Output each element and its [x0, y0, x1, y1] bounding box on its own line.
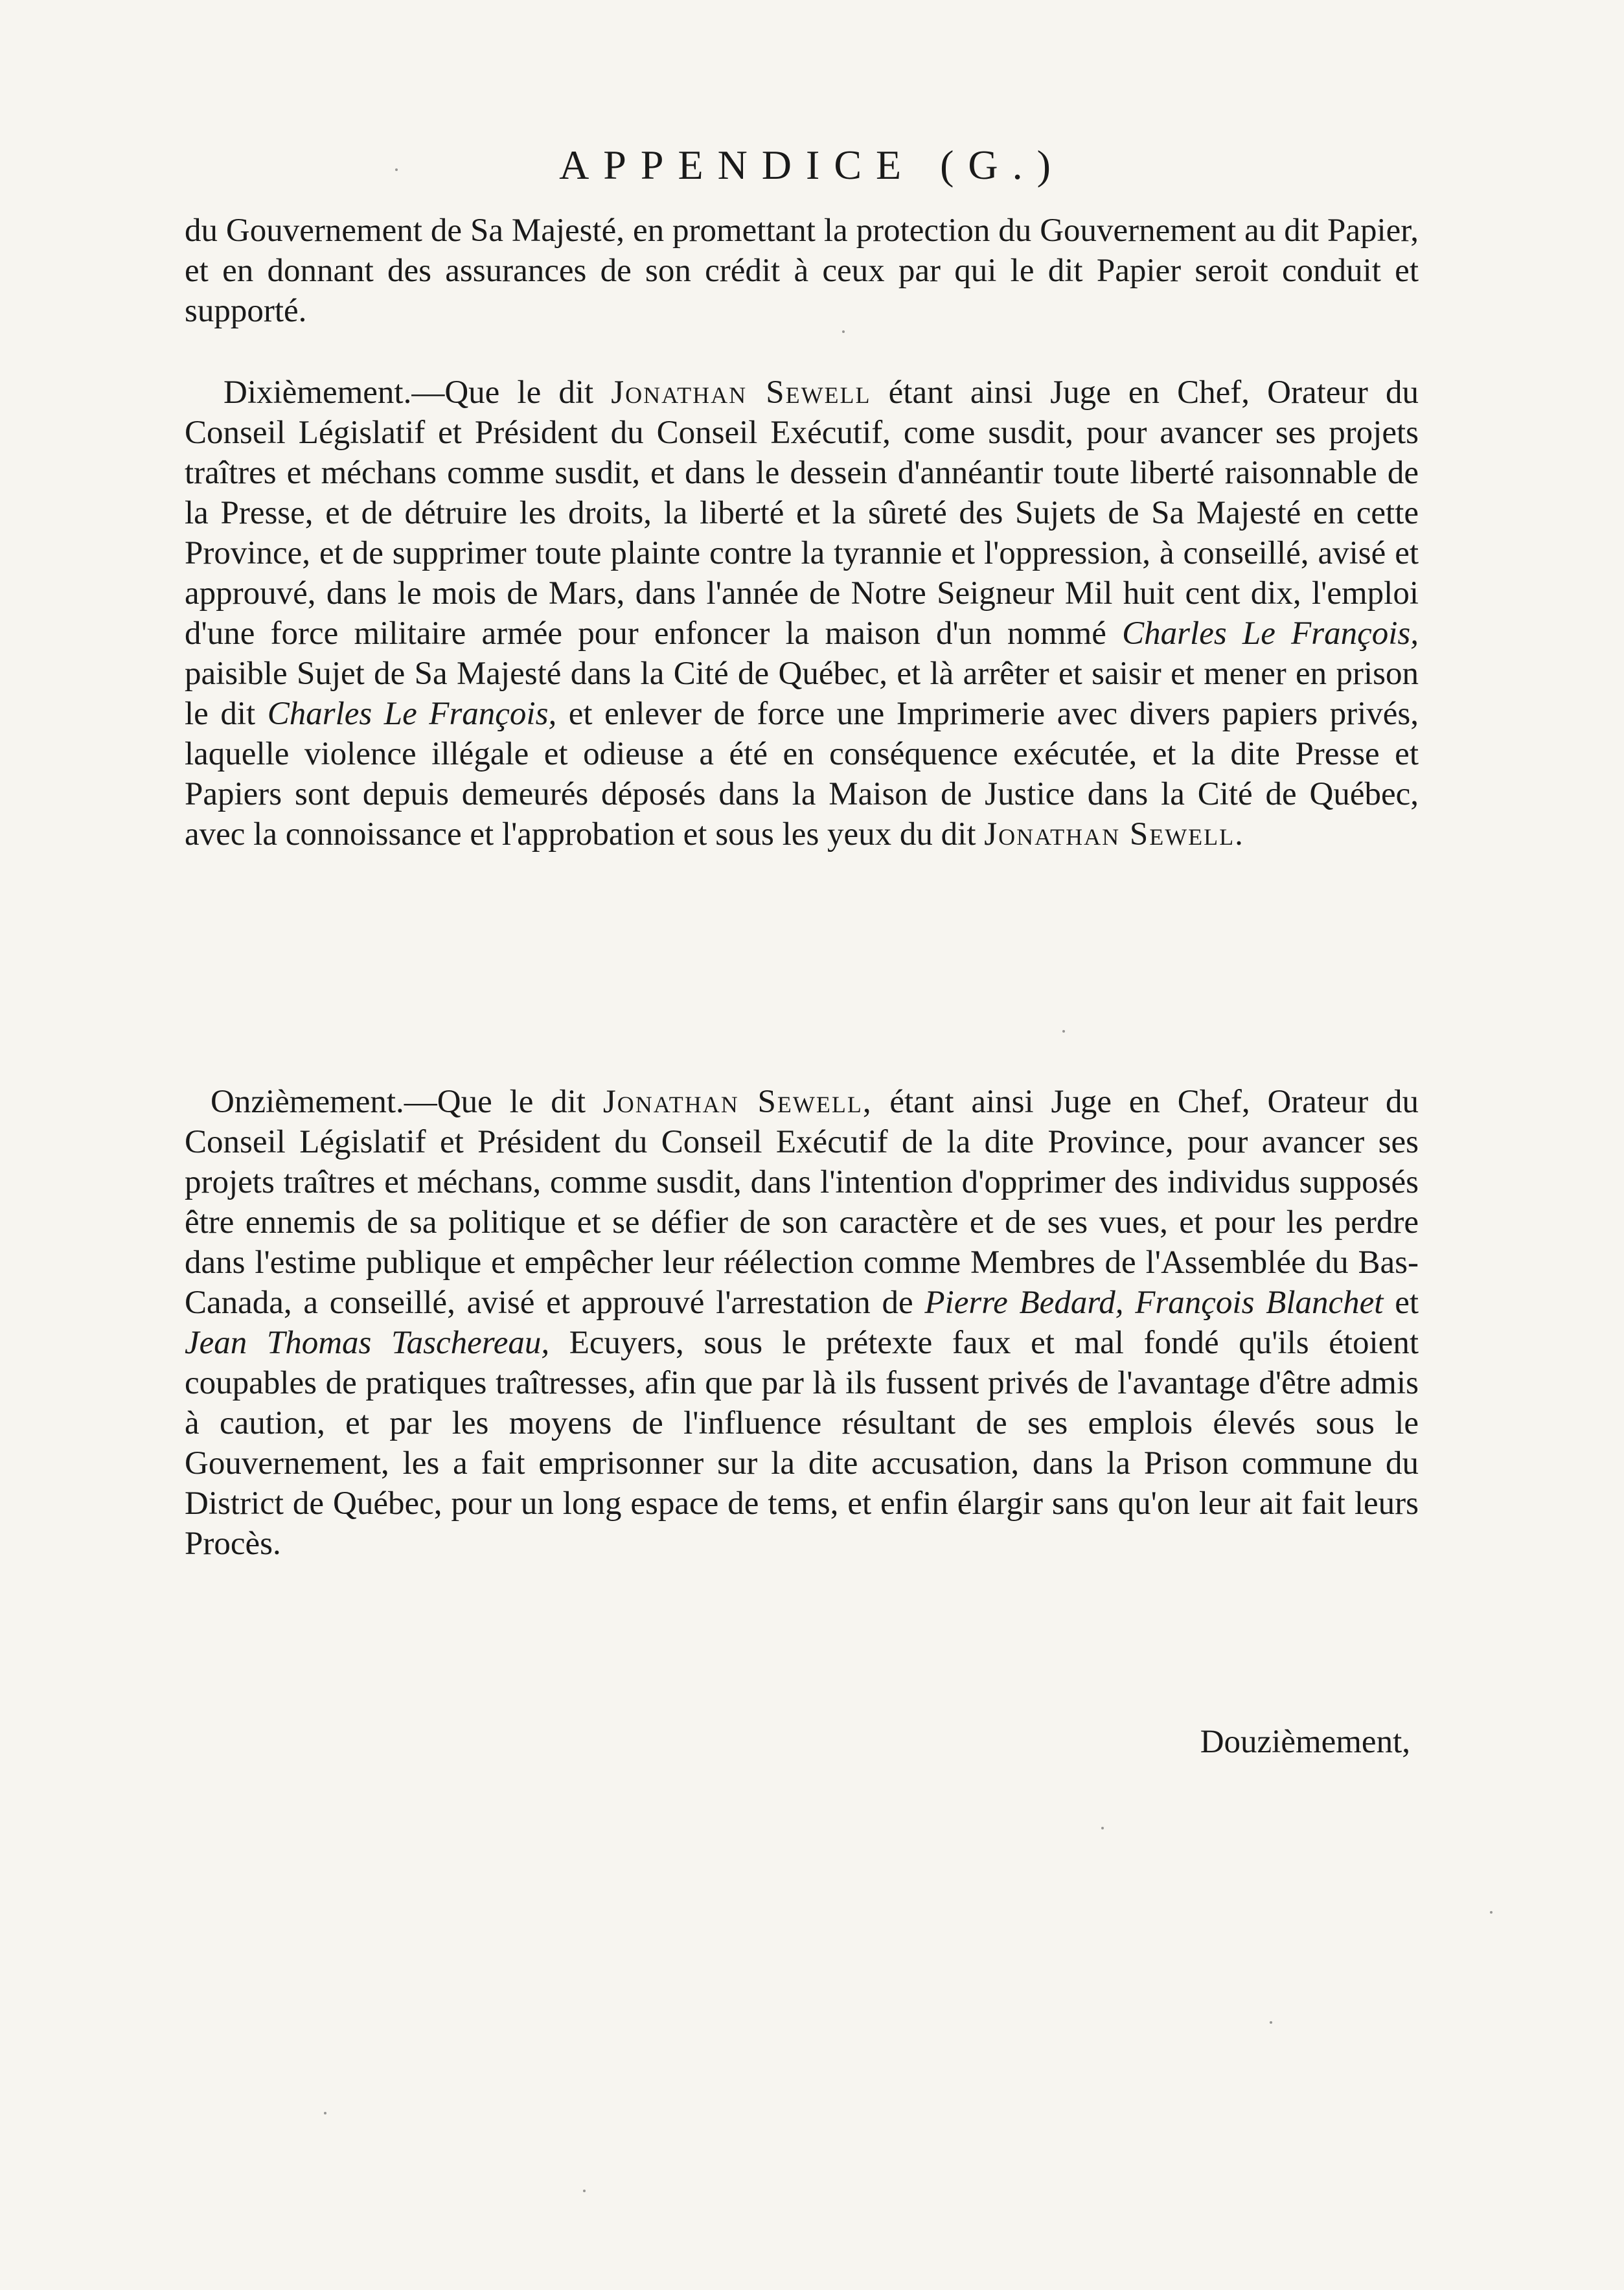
paragraph-lead: Onzièmement.—Que le dit	[211, 1084, 603, 1120]
catchword: Douzièmement,	[1200, 1724, 1410, 1760]
print-speck	[324, 2112, 326, 2114]
print-speck	[842, 330, 845, 333]
paragraph-lead: Dixièmement.—Que le dit	[223, 374, 612, 411]
paragraph-body: paisible Sujet de Sa Majesté dans la Cité de Québec, et là arrêter et saisir et mener en prison le dit	[185, 656, 1419, 732]
italic-name: Charles Le François,	[267, 696, 557, 732]
print-speck	[395, 168, 398, 171]
paragraph-body: Ecuyers, sous le prétexte faux et mal fondé qu'ils étoient coupables de pratiques traîtresses, afin que par là ils fussent privés de l'avantage d'être admis à caution, et par les moyens de l'influence résultant de ses emplois élevés sous le Gouvernement, les a fait emprisonner sur la dite accusation, dans la Prison commune du District de Québec, pour un long espace de tems, et enfin élargir sans qu'on leur ait fait leurs Procès.	[185, 1325, 1419, 1562]
paragraph-onziemement	[185, 1082, 1419, 1564]
print-speck	[583, 2190, 586, 2192]
print-speck	[1270, 2021, 1272, 2024]
italic-name: Charles Le François,	[1122, 615, 1419, 652]
page-header: APPENDICE (G.)	[559, 142, 1065, 188]
paragraph-text: du Gouvernement de Sa Majesté, en promettant la protection du Gouvernement au dit Papier, et en donnant des assurances de son crédit à ceux par qui le dit Papier seroit conduit et supporté.	[185, 212, 1419, 329]
paragraph-body: et enlever de force une Imprimerie avec divers papiers privés, laquelle violence illégale et odieuse a été en conséquence exécutée, et la dite Presse et Papiers sont depuis demeurés déposés dans la Maison de Justice dans la Cité de Québec, avec la connoissance et l'approbation et sous les yeux du dit	[185, 696, 1419, 853]
person-name: Jonathan Sewell.	[984, 816, 1244, 853]
paragraph-continuation	[185, 211, 1419, 331]
person-name: Jonathan Sewell	[611, 374, 871, 411]
italic-name: Jean Thomas Taschereau,	[185, 1325, 550, 1361]
italic-name: Pierre Bedard, François Blanchet	[924, 1285, 1384, 1321]
paragraph-text	[185, 1082, 1419, 1564]
print-speck	[1490, 1911, 1492, 1914]
paragraph-body: étant ainsi Juge en Chef, Orateur du Conseil Législatif et Président du Conseil Exécutif de la dite Province, pour avancer ses projets traîtres et méchans, comme susdit, dans l'intention d'opprimer des individus supposés être ennemis de sa politique et se défier de son caractère et de ses vues, et pour les perdre dans l'estime publique et empêcher leur réélection comme Membres de l'Assemblée du Bas-Canada, a conseillé, avisé et approuvé l'arrestation de	[185, 1084, 1419, 1321]
person-name: Jonathan Sewell,	[602, 1084, 873, 1120]
print-speck	[1062, 1030, 1065, 1033]
paragraph-dixiemement	[185, 372, 1419, 854]
paragraph-text	[185, 372, 1419, 854]
paragraph-body: étant ainsi Juge en Chef, Orateur du Conseil Législatif et Président du Conseil Exécutif, come susdit, pour avancer ses projets traîtres et méchans comme susdit, et dans le dessein d'annéantir toute liberté raisonnable de la Presse, et de détruire les droits, la liberté et la sûreté des Sujets de Sa Majesté en cette Province, et de supprimer toute plainte contre la tyrannie et l'oppression, à conseillé, avisé et approuvé, dans le mois de Mars, dans l'année de Notre Seigneur Mil huit cent dix, l'emploi d'une force militaire armée pour enfoncer la maison d'un nommé	[185, 374, 1419, 652]
paragraph-body: et	[1383, 1285, 1419, 1321]
print-speck	[1101, 1827, 1104, 1829]
